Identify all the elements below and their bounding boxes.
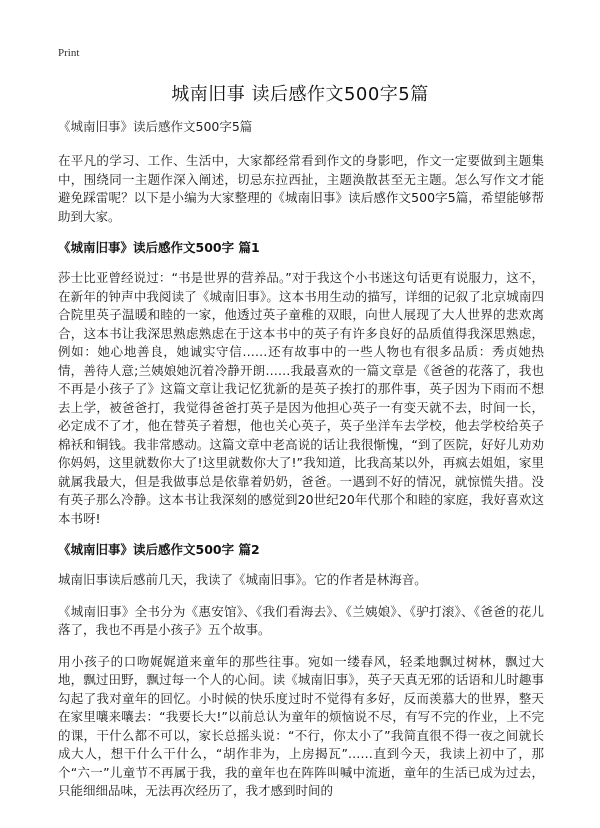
- intro-paragraph: 在平凡的学习、工作、生活中，大家都经常看到作文的身影吧，作文一定要做到主题集中，围绕同一主题作深入阐述，切忌东拉西扯，主题涣散甚至无主题。怎么写作文才能避免踩雷呢？以下是小编为大家整理的《城南旧事》读后感作文500字5篇，希望能够帮助到大家。: [58, 153, 544, 224]
- page-title: 城南旧事 读后感作文500字5篇: [171, 84, 429, 105]
- section-2-paragraph-1: 城南旧事读后感前几天，我读了《城南旧事》。它的作者是林海音。: [58, 572, 427, 587]
- section-1-paragraph: 莎士比亚曾经说过：“书是世界的营养品。”对于我这个小书迷这句话更有说服力，这不，在新年的钟声中我阅读了《城南旧事》。这本书用生动的描写，详细的记叙了北京城南四合院里英子温暖和睦的一家，他透过英子童稚的双眼，向世人展现了大人世界的悲欢离合，这本书让我深思熟虑熟虑在于这本书中的英子有许多良好的品质值得我深思熟虑，例如：她心地善良，她诚实守信……还有故事中的一些人物也有很多品质：秀贞她热情，善待人意;兰姨娘她沉着冷静开朗……我最喜欢的一篇文章是《爸爸的花落了，我也不再是小孩子了》这篇文章让我记忆犹新的是英子挨打的那件事，英子因为下雨而不想去上学，被爸爸打，我觉得爸爸打英子是因为他担心英子一有变天就不去，时间一长，必定成不了才，他在替英子着想，他也关心英子，英子坐洋车去学校，他去学校给英子棉袄和铜钱。我非常感动。这篇文章中老高说的话让我很惭愧，“到了医院，好好儿劝劝你妈妈，这里就数你大了!这里就数你大了!”我知道，比我高某以外，再疯去姐姐，家里就属我最大，但是我做事总是依靠着奶奶，爸爸。一遇到不好的情况，就惊慌失措。没有英子那么冷静。这本书让我深刻的感觉到20世纪20年代那个和睦的家庭，我好喜欢这本书呀!: [58, 270, 544, 526]
- section-2-paragraph-2: 《城南旧事》全书分为《惠安馆》、《我们看海去》、《兰姨娘》、《驴打滚》、《爸爸的花儿落了，我也不再是小孩子》五个故事。: [58, 603, 544, 637]
- print-label[interactable]: Print: [58, 47, 80, 59]
- section-2-paragraph-3: 用小孩子的口吻娓娓道来童年的那些往事。宛如一缕春风，轻柔地飘过树林，飘过大地，飘过田野，飘过每一个人的心间。读《城南旧事》，英子天真无邪的话语和儿时趣事勾起了我对童年的回忆。小时候的快乐度过时不觉得有多好，反而羡慕大的世界，整天在家里嚷来嚷去：“我要长大!”以前总认为童年的烦恼说不尽，有写不完的作业，上不完的课，干什么都不可以，家长总摇头说：“不行，你太小了”我简直很不得一夜之间就长成大人，想干什么干什么，“胡作非为，上房揭瓦”……直到今天，我读上初中了，那个“六一”儿童节不再属于我，我的童年也在阵阵叫喊中流逝，童年的生活已成为过去，只能细细品味，无法再次经历了，我才感到时间的: [58, 653, 544, 798]
- article-subtitle: 《城南旧事》读后感作文500字5篇: [58, 119, 253, 134]
- section-1-heading: 《城南旧事》读后感作文500字 篇1: [58, 240, 260, 255]
- section-2-heading: 《城南旧事》读后感作文500字 篇2: [58, 542, 260, 557]
- article-body: [58, 118, 544, 814]
